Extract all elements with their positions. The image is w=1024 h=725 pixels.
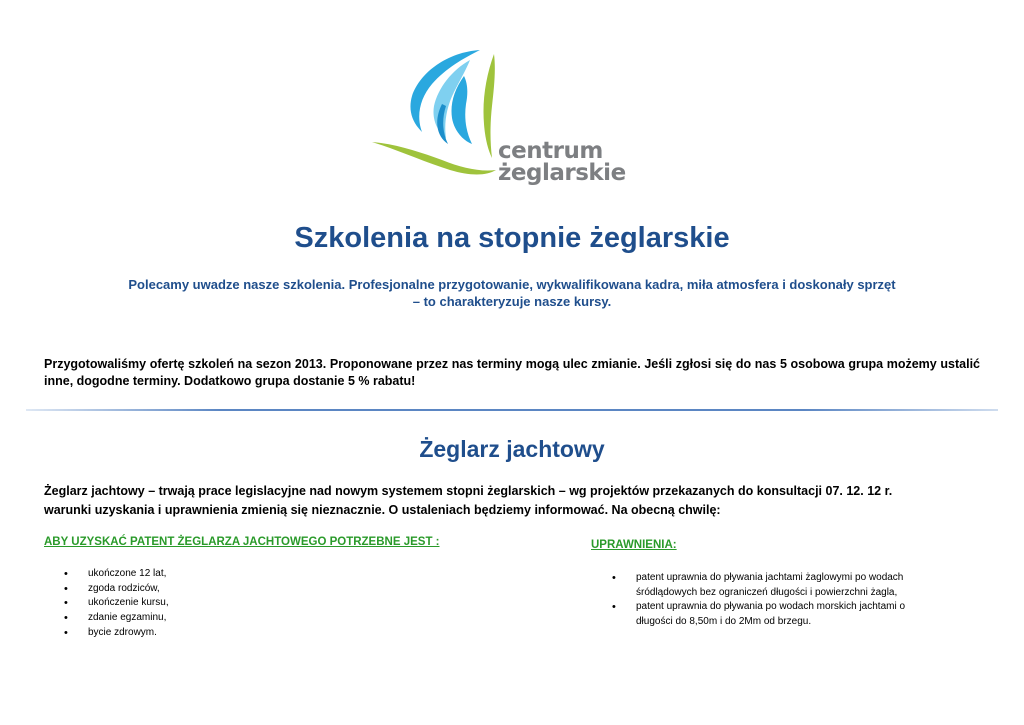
intro-line-1: Polecamy uwadze nasze szkolenia. Profesjonalne przygotowanie, wykwalifikowana kadra, miła atmosfera i doskonały sprzęt (128, 277, 896, 292)
logo-text-line2: żeglarskie (498, 160, 626, 186)
section-title: Żeglarz jachtowy (419, 436, 605, 462)
permissions-list (612, 571, 952, 630)
logo-wordmark (498, 140, 626, 184)
list-item: • zdanie egzaminu, (64, 611, 364, 626)
list-item: • bycie zdrowym. (64, 626, 364, 641)
permissions-heading: UPRAWNIENIA: (591, 539, 677, 551)
list-item: • zgoda rodziców, (64, 582, 364, 597)
page-title: Szkolenia na stopnie żeglarskie (294, 222, 730, 254)
list-item: • ukończenie kursu, (64, 596, 364, 611)
permission-line: śródlądowych bez ograniczeń długości i powierzchni żagla, (636, 586, 898, 598)
permission-line: długości do 8,50m i do 2Mm od brzegu. (636, 616, 812, 628)
permission-line: • patent uprawnia do pływania po wodach morskich jachtami o (636, 601, 906, 613)
requirements-list (64, 567, 364, 641)
logo-text-line1: centrum (498, 138, 603, 164)
list-item (612, 600, 952, 629)
company-logo (368, 46, 626, 196)
intro-line-2: – to charakteryzuje nasze kursy. (412, 294, 612, 309)
requirements-heading: ABY UZYSKAĆ PATENT ŻEGLARZA JACHTOWEGO POTRZEBNE JEST : (44, 536, 440, 548)
description-line-2: warunki uzyskania i uprawnienia zmienią się nieznacznie. O ustaleniach będziemy informować. Na obecną chwilę: (44, 503, 721, 517)
section-description (44, 482, 984, 520)
offer-paragraph: Przygotowaliśmy ofertę szkoleń na sezon 2013. Proponowane przez nas terminy mogą ulec zmianie. Jeśli zgłosi się do nas 5 osobowa grupa możemy ustalić inne, dogodne terminy. Dodatkowo grupa dostanie 5 % rabatu! (44, 357, 980, 388)
intro-paragraph (80, 276, 944, 310)
permission-line: • patent uprawnia do pływania jachtami żaglowymi po wodach (636, 572, 904, 583)
list-item: • ukończone 12 lat, (64, 567, 364, 582)
list-item (612, 571, 952, 600)
description-line-1: Żeglarz jachtowy – trwają prace legislacyjne nad nowym systemem stopni żeglarskich – wg projektów przekazanych do konsultacji 07. 12. 12 r. (44, 484, 893, 498)
section-divider (26, 409, 998, 411)
